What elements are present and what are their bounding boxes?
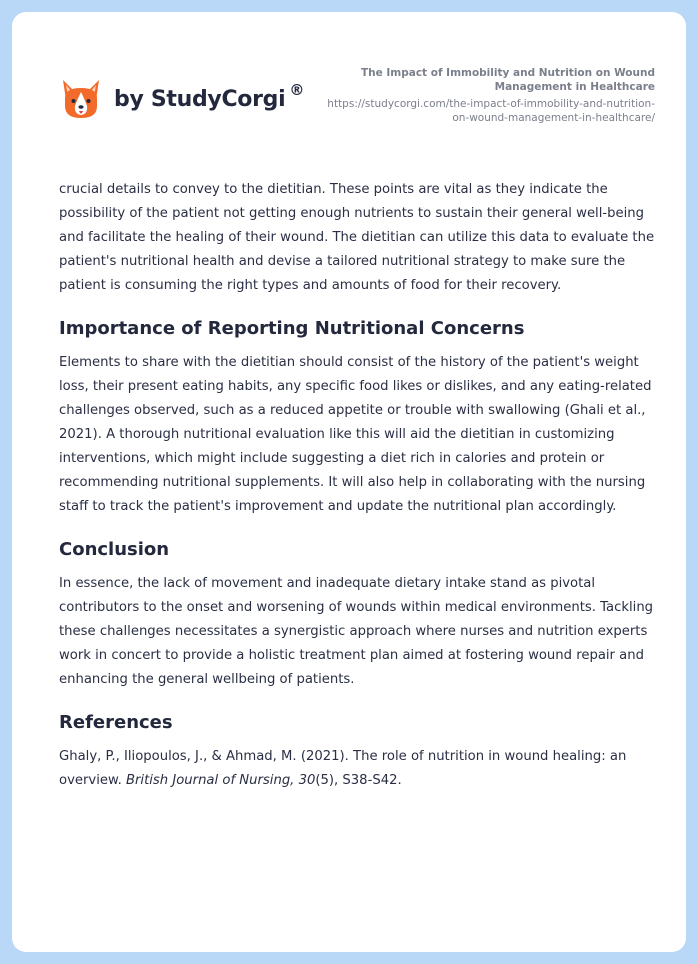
studycorgi-logo[interactable] xyxy=(60,76,304,122)
reference-authors-title: Ghaly, P., Iliopoulos, J., & Ahmad, M. (2021). The role of nutrition in wound healing: an overview. xyxy=(59,749,627,788)
document-url[interactable]: https://studycorgi.com/the-impact-of-immobility-and-nutrition-on-wound-management-in-healthcare/ xyxy=(327,98,655,124)
conclusion-heading: Conclusion xyxy=(59,539,170,560)
references-heading: References xyxy=(59,712,173,733)
reference-journal: British Journal of Nursing, 30 xyxy=(125,773,316,788)
importance-paragraph: Elements to share with the dietitian should consist of the history of the patient's weight loss, their present eating habits, any specific food likes or dislikes, and any eating-related challenges observed, such as a reduced appetite or trouble with swallowing (Ghali et al., 2021). A thorough nutritional evaluation like this will aid the dietitian in customizing interventions, which might include suggesting a diet rich in calories and protein or recommending nutritional supplements. It will also help in collaborating with the nursing staff to track the patient's improvement and update the nutritional plan accordingly. xyxy=(59,355,652,514)
registered-mark: ® xyxy=(289,80,305,99)
intro-paragraph: crucial details to convey to the dietitian. These points are vital as they indicate the possibility of the patient not getting enough nutrients to sustain their general well-being and facilitate the healing of their wound. The dietitian can utilize this data to evaluate the patient's nutritional health and devise a tailored nutritional strategy to make sure the patient is consuming the right types and amounts of food for their recovery. xyxy=(59,182,655,293)
document-meta xyxy=(325,66,655,125)
logo-wordmark: by StudyCorgi xyxy=(114,86,286,112)
document-page xyxy=(12,12,686,952)
reference-issue-pages: (5), S38-S42. xyxy=(315,773,402,788)
reference-entry xyxy=(59,745,655,793)
corgi-logo-icon xyxy=(60,76,102,122)
conclusion-paragraph: In essence, the lack of movement and inadequate dietary intake stand as pivotal contributors to the onset and worsening of wounds within medical environments. Tackling these challenges necessitates a synergistic approach where nurses and nutrition experts work in concert to provide a holistic treatment plan aimed at fostering wound repair and enhancing the general wellbeing of patients. xyxy=(59,576,654,687)
importance-heading: Importance of Reporting Nutritional Concerns xyxy=(59,318,525,339)
document-title: The Impact of Immobility and Nutrition on Wound Management in Healthcare xyxy=(360,67,655,93)
document-body xyxy=(59,178,655,793)
